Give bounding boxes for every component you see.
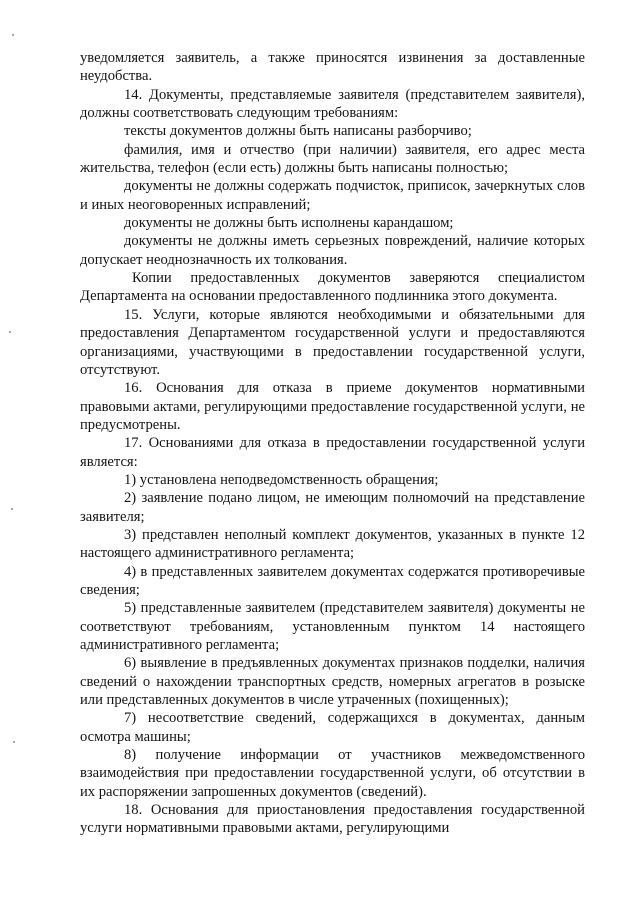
list-item-2: 2) заявление подано лицом, не имеющим полномочий на представление заявителя; xyxy=(80,490,585,525)
paragraph-no-damage: документы не должны иметь серьезных повреждений, наличие которых допускает неоднозначность их толкования. xyxy=(80,233,585,268)
paragraph-legible-text: тексты документов должны быть написаны разборчиво; xyxy=(124,123,472,140)
paragraph-17-refusal-grounds: 17. Основаниями для отказа в предоставлении государственной услуги является: xyxy=(80,435,585,470)
paragraph-no-erasures: документы не должны содержать подчисток, приписок, зачеркнутых слов и иных неоговоренных исправлений; xyxy=(80,178,585,213)
scan-speck xyxy=(12,34,14,36)
paragraph-14-requirements: 14. Документы, представляемые заявителя (представителем заявителя), должны соответствовать следующим требованиям: xyxy=(80,86,585,122)
list-item-3: 3) представлен неполный комплект документов, указанных в пункте 12 настоящего административного регламента; xyxy=(80,526,585,562)
list-item-4: 4) в представленных заявителем документах содержатся противоречивые сведения; xyxy=(80,563,585,598)
list-item-7: 7) несоответствие сведений, содержащихся в документах, данным осмотра машины; xyxy=(80,710,585,745)
list-item-1: 1) установлена неподведомственность обращения; xyxy=(124,471,439,488)
paragraph-18-suspension: 18. Основания для приостановления предоставления государственной услуги нормативными правовыми актами, регулирующими xyxy=(80,802,585,837)
list-item-6: 6) выявление в предъявленных документах признаков подделки, наличия сведений о нахождении транспортных средств, номерных агрегатов в розыске или представленных документов в числе утраченных (похищенных); xyxy=(80,655,585,709)
document-body xyxy=(80,49,585,838)
paragraph-no-pencil: документы не должны быть исполнены карандашом; xyxy=(124,215,454,232)
paragraph-notification-end: уведомляется заявитель, а также приносятся извинения за доставленные неудобства. xyxy=(80,50,585,85)
list-item-8: 8) получение информации от участников межведомственного взаимодействия при предоставлении государственной услуги, об отсутствии в их распоряжении запрошенных документов (сведений). xyxy=(80,747,585,800)
scan-speck xyxy=(13,741,15,743)
list-item-5: 5) представленные заявителем (представителем заявителя) документы не соответствуют требованиям, установленным пунктом 14 настоящего административного регламента; xyxy=(80,600,585,653)
paragraph-15-services: 15. Услуги, которые являются необходимыми и обязательными для предоставления Департаментом государственной услуги и предоставляются организациями, участвующими в предоставлении государственной услуги, отсутствуют. xyxy=(80,306,585,378)
paragraph-full-name-address: фамилия, имя и отчество (при наличии) заявителя, его адрес места жительства, телефон (если есть) должны быть написаны полностью; xyxy=(80,141,585,177)
paragraph-copies-certified: Копии предоставленных документов заверяются специалистом Департамента на основании предоставленного подлинника этого документа. xyxy=(80,270,585,305)
scan-speck xyxy=(9,331,11,333)
paragraph-16-refusal-acceptance: 16. Основания для отказа в приеме документов нормативными правовыми актами, регулирующими предоставление государственной услуги, не предусмотрены. xyxy=(80,380,585,433)
scan-speck xyxy=(11,508,13,510)
